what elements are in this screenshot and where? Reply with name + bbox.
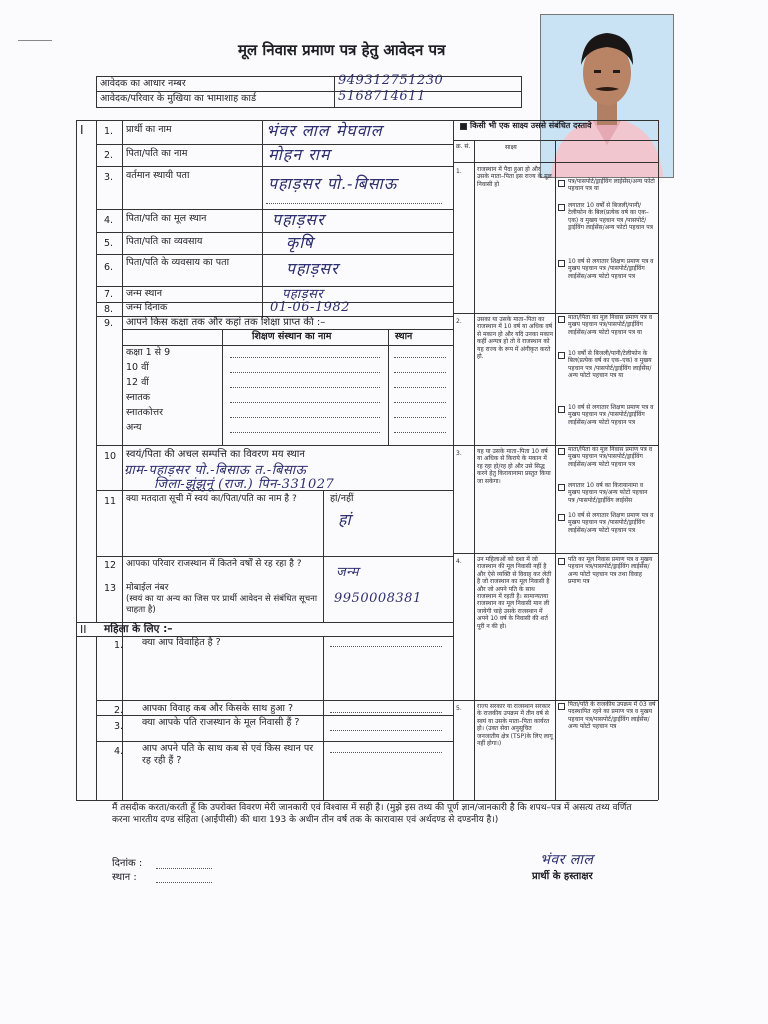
property-line-2[interactable]: जिला-झुंझुनूं (राज.) पिन-331027 — [154, 477, 335, 492]
applicant-name-value[interactable]: भंवर लाल मेघवाल — [266, 121, 383, 140]
residence-question: आपका परिवार राजस्थान में कितने वर्षों से रह रहा है ? — [126, 559, 302, 569]
doc-checkbox[interactable] — [558, 204, 565, 211]
doc-9: 10 वर्ष से लगातार शिक्षण प्रमाण पत्र व मुखय पहचान पत्र /पासपोर्ट/ड्राईविंग लाईसेंस/अन्य फोटो पहचान पत्र — [568, 512, 654, 534]
row-1-num: 1. — [104, 126, 114, 137]
origin-label: पिता/पति का मूल स्थान — [126, 213, 207, 224]
mobile-value[interactable]: 9950008381 — [334, 591, 422, 606]
doc-checkbox[interactable] — [558, 352, 565, 359]
evidence-5-text: राज्य सरकार या राजस्थान सरकार के राजकीय उपक्रम में तीन वर्ष से स्वयं या उसके माता–पिता कार्यरत हो। (उक्त सेवा अनुसूचित जनजातीय क्षेत्र (TSP)के लिए लागू नहीं होगा।) — [477, 703, 553, 748]
birthplace-value[interactable]: पहाड़सर — [282, 287, 324, 302]
form-title: मूल निवास प्रमाण पत्र हेतु आवेदन पत्र — [238, 41, 446, 59]
evidence-3-text: यह या उसके माता–पिता 10 वर्ष या अधिक से किराये के मकान में रह रहा हो/रह हो और उसे सिद्ध करने हेतु किरायानामा प्रस्तुत किया जा सकेगा। — [477, 448, 551, 485]
evidence-1-text: राजस्थान में पैदा हुआ हो और उसके माता–पिता इस राज्य के मूल निवासी हो — [477, 166, 552, 188]
occupation-label: पिता/पति का व्यवसाय — [126, 236, 203, 247]
evidence-4-num: 4. — [456, 558, 462, 565]
aadhaar-label: आवेदक का आधार नम्बर — [100, 78, 186, 89]
doc-4: माता/पिता का मूल निवास प्रमाण पत्र व मुखय पहचान पत्र/पासपोर्ट/ड्राईविंग लाईसेंस/अन्य फोटो पहचान पत्र या — [568, 314, 653, 336]
doc-8: लगातार 10 वर्ष का किरायानामा व मुखय पहचान पत्र/अन्य फोटो पहचान पत्र /पासपोर्ट/ड्राईविंग लाईसेंस — [568, 482, 648, 504]
signature: भंवर लाल — [540, 852, 594, 868]
women-q4-num: 4. — [114, 746, 124, 757]
occupation-address-value[interactable]: पहाड़सर — [286, 259, 339, 278]
occupation-address-label: पिता/पति के व्यवसाय का पता — [126, 257, 230, 268]
women-q4: आप अपने पति के साथ कब से एवं किस स्थान पर रह रही हैं ? — [142, 743, 314, 766]
origin-value[interactable]: पहाड़सर — [272, 210, 325, 229]
edu-level-1: कक्षा 1 से 9 — [126, 347, 171, 358]
edu-level-4: स्नातक — [126, 392, 151, 403]
row-10-num: 10 — [104, 451, 117, 462]
father-name-value[interactable]: मोहन राम — [268, 145, 331, 164]
row-5-num: 5. — [104, 238, 114, 249]
education-question: आपने किस कक्षा तक और कहां तक शिक्षा प्राप्त की :– — [126, 317, 326, 328]
evidence-1-num: 1. — [456, 168, 462, 175]
doc-11: पिता/पति के राजकीय उपक्रम में 03 वर्ष पदस्थापित रहने का प्रमाण पत्र व मुखय पहचान पत्र/पासपोर्ट/ड्राईविंग लाईसेंस/अन्य फोटो पहचान पत्र — [568, 701, 656, 731]
mobile-label: मोबाईल नंबर — [126, 583, 169, 593]
row-12-num: 12 — [104, 560, 117, 571]
bhamashah-label: आवेदक/परिवार के मुखिया का भामाशाह कार्ड — [100, 93, 257, 104]
row-8-num: 8. — [104, 304, 114, 315]
address-label: वर्तमान स्थायी पता — [126, 170, 190, 181]
doc-1: पत्र/पासपोर्ट/ड्राईविंग लाईसेंस/अन्य फोटो पहचान पत्र या — [568, 178, 655, 193]
mobile-note: (स्वयं का या अन्य का जिस पर प्रार्थी आवेदन से संबंधित सूचना चाहता है) — [126, 594, 318, 615]
residence-answer[interactable]: जन्म — [336, 565, 360, 580]
address-value[interactable]: पहाड़सर पो.-बिसाऊ — [268, 174, 398, 193]
doc-checkbox[interactable] — [558, 703, 565, 710]
doc-7: माता/पिता का मूल निवास प्रमाण पत्र व मुखय पहचान पत्र/पासपोर्ट/ड्राईविंग लाईसेंस/अन्य फोटो पहचान पत्र — [568, 446, 653, 468]
evidence-2-text: उसका या उसके माता–पिता का राजस्थान में 10 वर्ष या अधिक वर्ष से मकान हो और यदि उनका मकान कहीं अन्यत्र हो तो वे राजस्थान को यह राज्य के रूप में अंगीकृत करते हो. — [477, 316, 553, 361]
row-7-num: 7. — [104, 289, 114, 300]
women-section-title: महिला के लिए :– — [104, 623, 173, 635]
row-2-num: 2. — [104, 150, 114, 161]
bhamashah-value[interactable]: 5168714611 — [338, 89, 426, 104]
doc-checkbox[interactable] — [558, 260, 565, 267]
voter-options: हां/नहीं — [330, 493, 354, 504]
edu-level-5: स्नातकोत्तर — [126, 407, 163, 418]
evidence-2-num: 2. — [456, 318, 462, 325]
doc-3: 10 वर्ष से लगातार शिक्षण प्रमाण पत्र व मुखय पहचान पत्र /पासपोर्ट/ड्राईविंग लाईसेंस/अन्य फोटो पहचान पत्र — [568, 258, 654, 280]
place-header: स्थान — [395, 331, 413, 342]
evidence-checkbox[interactable] — [460, 123, 467, 130]
doc-checkbox[interactable] — [558, 558, 565, 565]
father-name-label: पिता/पति का नाम — [126, 148, 188, 159]
doc-checkbox[interactable] — [558, 316, 565, 323]
institution-header: शिक्षण संस्थान का नाम — [252, 331, 332, 342]
doc-checkbox[interactable] — [558, 406, 565, 413]
women-q1: क्या आप विवाहित है ? — [142, 637, 221, 648]
aadhaar-value[interactable]: 949312751230 — [338, 73, 444, 88]
edu-level-3: 12 वीं — [126, 377, 149, 388]
applicant-photo — [540, 14, 674, 178]
women-q3-num: 3. — [114, 721, 124, 732]
signature-label: प्रार्थी के हस्ताक्षर — [532, 871, 593, 882]
women-q1-num: 1. — [114, 640, 124, 651]
women-q2: आपका विवाह कब और किसके साथ हुआ ? — [142, 703, 294, 714]
doc-10: पति का मूल निवास प्रमाण पत्र व मुखय पहचान पत्र/पासपोर्ट/ड्राईविंग लाईसेंस/अन्य फोटो पहचान पत्र तथा विवाह प्रमाण पत्र — [568, 556, 653, 586]
doc-checkbox[interactable] — [558, 448, 565, 455]
doc-6: 10 वर्ष से लगातार शिक्षण प्रमाण पत्र व मुखय पहचान पत्र /पासपोर्ट/ड्राईविंग लाईसेंस/अन्य फोटो पहचान पत्र — [568, 404, 654, 426]
row-3-num: 3. — [104, 172, 114, 183]
place-label: स्थान : — [112, 872, 137, 883]
dob-label: जन्म दिनांक — [126, 302, 168, 313]
evidence-4-text: उन महिलाओं को दशा में जो राजस्थान की मूल निवासी नहीं है और ऐसे व्यक्ति से विवाह कर लेती है जो राजस्थान का मूल निवासी है और जो अपने पति के साथ राजस्थान में रहती है। सामान्यतया राजस्थान का मूल निवासी मान ली जायेगी चाहे उसके राजस्थान में अपने 10 वर्ष के निवासी की शर्त पूरी न की हो। — [477, 556, 552, 630]
birthplace-label: जन्म स्थान — [126, 288, 163, 299]
edu-level-2: 10 वीं — [126, 362, 149, 373]
section-1-marker: I — [80, 123, 84, 137]
col-serial: क्र. सं. — [456, 143, 471, 150]
property-line-1[interactable]: ग्राम-पहाड़सर पो.-बिसाऊ त.-बिसाऊ — [124, 463, 307, 478]
women-q2-num: 2. — [114, 705, 124, 716]
row-6-num: 6. — [104, 262, 114, 273]
row-4-num: 4. — [104, 215, 114, 226]
edu-level-6: अन्य — [126, 422, 142, 433]
doc-checkbox[interactable] — [558, 514, 565, 521]
doc-checkbox[interactable] — [558, 484, 565, 491]
voter-question: क्या मतदाता सूची में स्वयं का/पिता/पति का नाम है ? — [126, 494, 297, 504]
property-question: स्वयं/पिता की अचल सम्पत्ति का विवरण मय स्थान — [126, 449, 305, 460]
doc-2: लगातार 10 वर्षों से बिजली/पानी/टेलीफोन के बिल(प्रत्येक वर्ष का एक–एक) व मुखय पहचान पत्र /पासपोर्ट/ड्राईविंग लाईसेंस/अन्य फोटो पहचान पत्र — [568, 202, 653, 232]
declaration-text: मैं तसदीक करता/करती हूँ कि उपरोक्त विवरण मेरी जानकारी एवं विश्वास में सही है। (मुझे इस तथ्य की पूर्ण ज्ञान/जानकारी है कि शपथ–पत्र में असत्य तथ्य वर्णित करना भारतीय दण्ड संहिता (आईपीसी) की धारा 193 के अधीन तीन वर्ष तक के कारावास एवं अर्थदण्ड से दण्डनीय है।) — [112, 803, 632, 825]
col-evidence: साक्ष्य — [505, 144, 517, 151]
occupation-value[interactable]: कृषि — [286, 233, 314, 252]
evidence-3-num: 3. — [456, 450, 462, 457]
row-13-num: 13 — [104, 583, 117, 594]
row-9-num: 9. — [104, 318, 114, 329]
applicant-name-label: प्रार्थी का नाम — [126, 124, 172, 135]
doc-checkbox[interactable] — [558, 180, 565, 187]
evidence-header: किसी भी एक साक्ष्य उससे संबंधित दस्तावे — [470, 121, 592, 130]
voter-answer[interactable]: हां — [338, 510, 352, 529]
row-11-num: 11 — [104, 496, 117, 507]
doc-5: 10 वर्षों से बिजली/पानी/टेलीफोन के बिल(प्रत्येक वर्ष का एक–एक) व मुखय पहचान पत्र /पासपोर्ट/ड्राईविंग लाईसेंस/अन्य फोटो पहचान पत्र या — [568, 350, 652, 380]
evidence-5-num: 5. — [456, 705, 462, 712]
dob-value[interactable]: 01-06-1982 — [270, 300, 350, 315]
section-2-marker: II — [80, 623, 87, 636]
date-label: दिनांक : — [112, 858, 143, 869]
women-q3: क्या आपके पति राजस्थान के मूल निवासी हैं ? — [142, 717, 300, 728]
